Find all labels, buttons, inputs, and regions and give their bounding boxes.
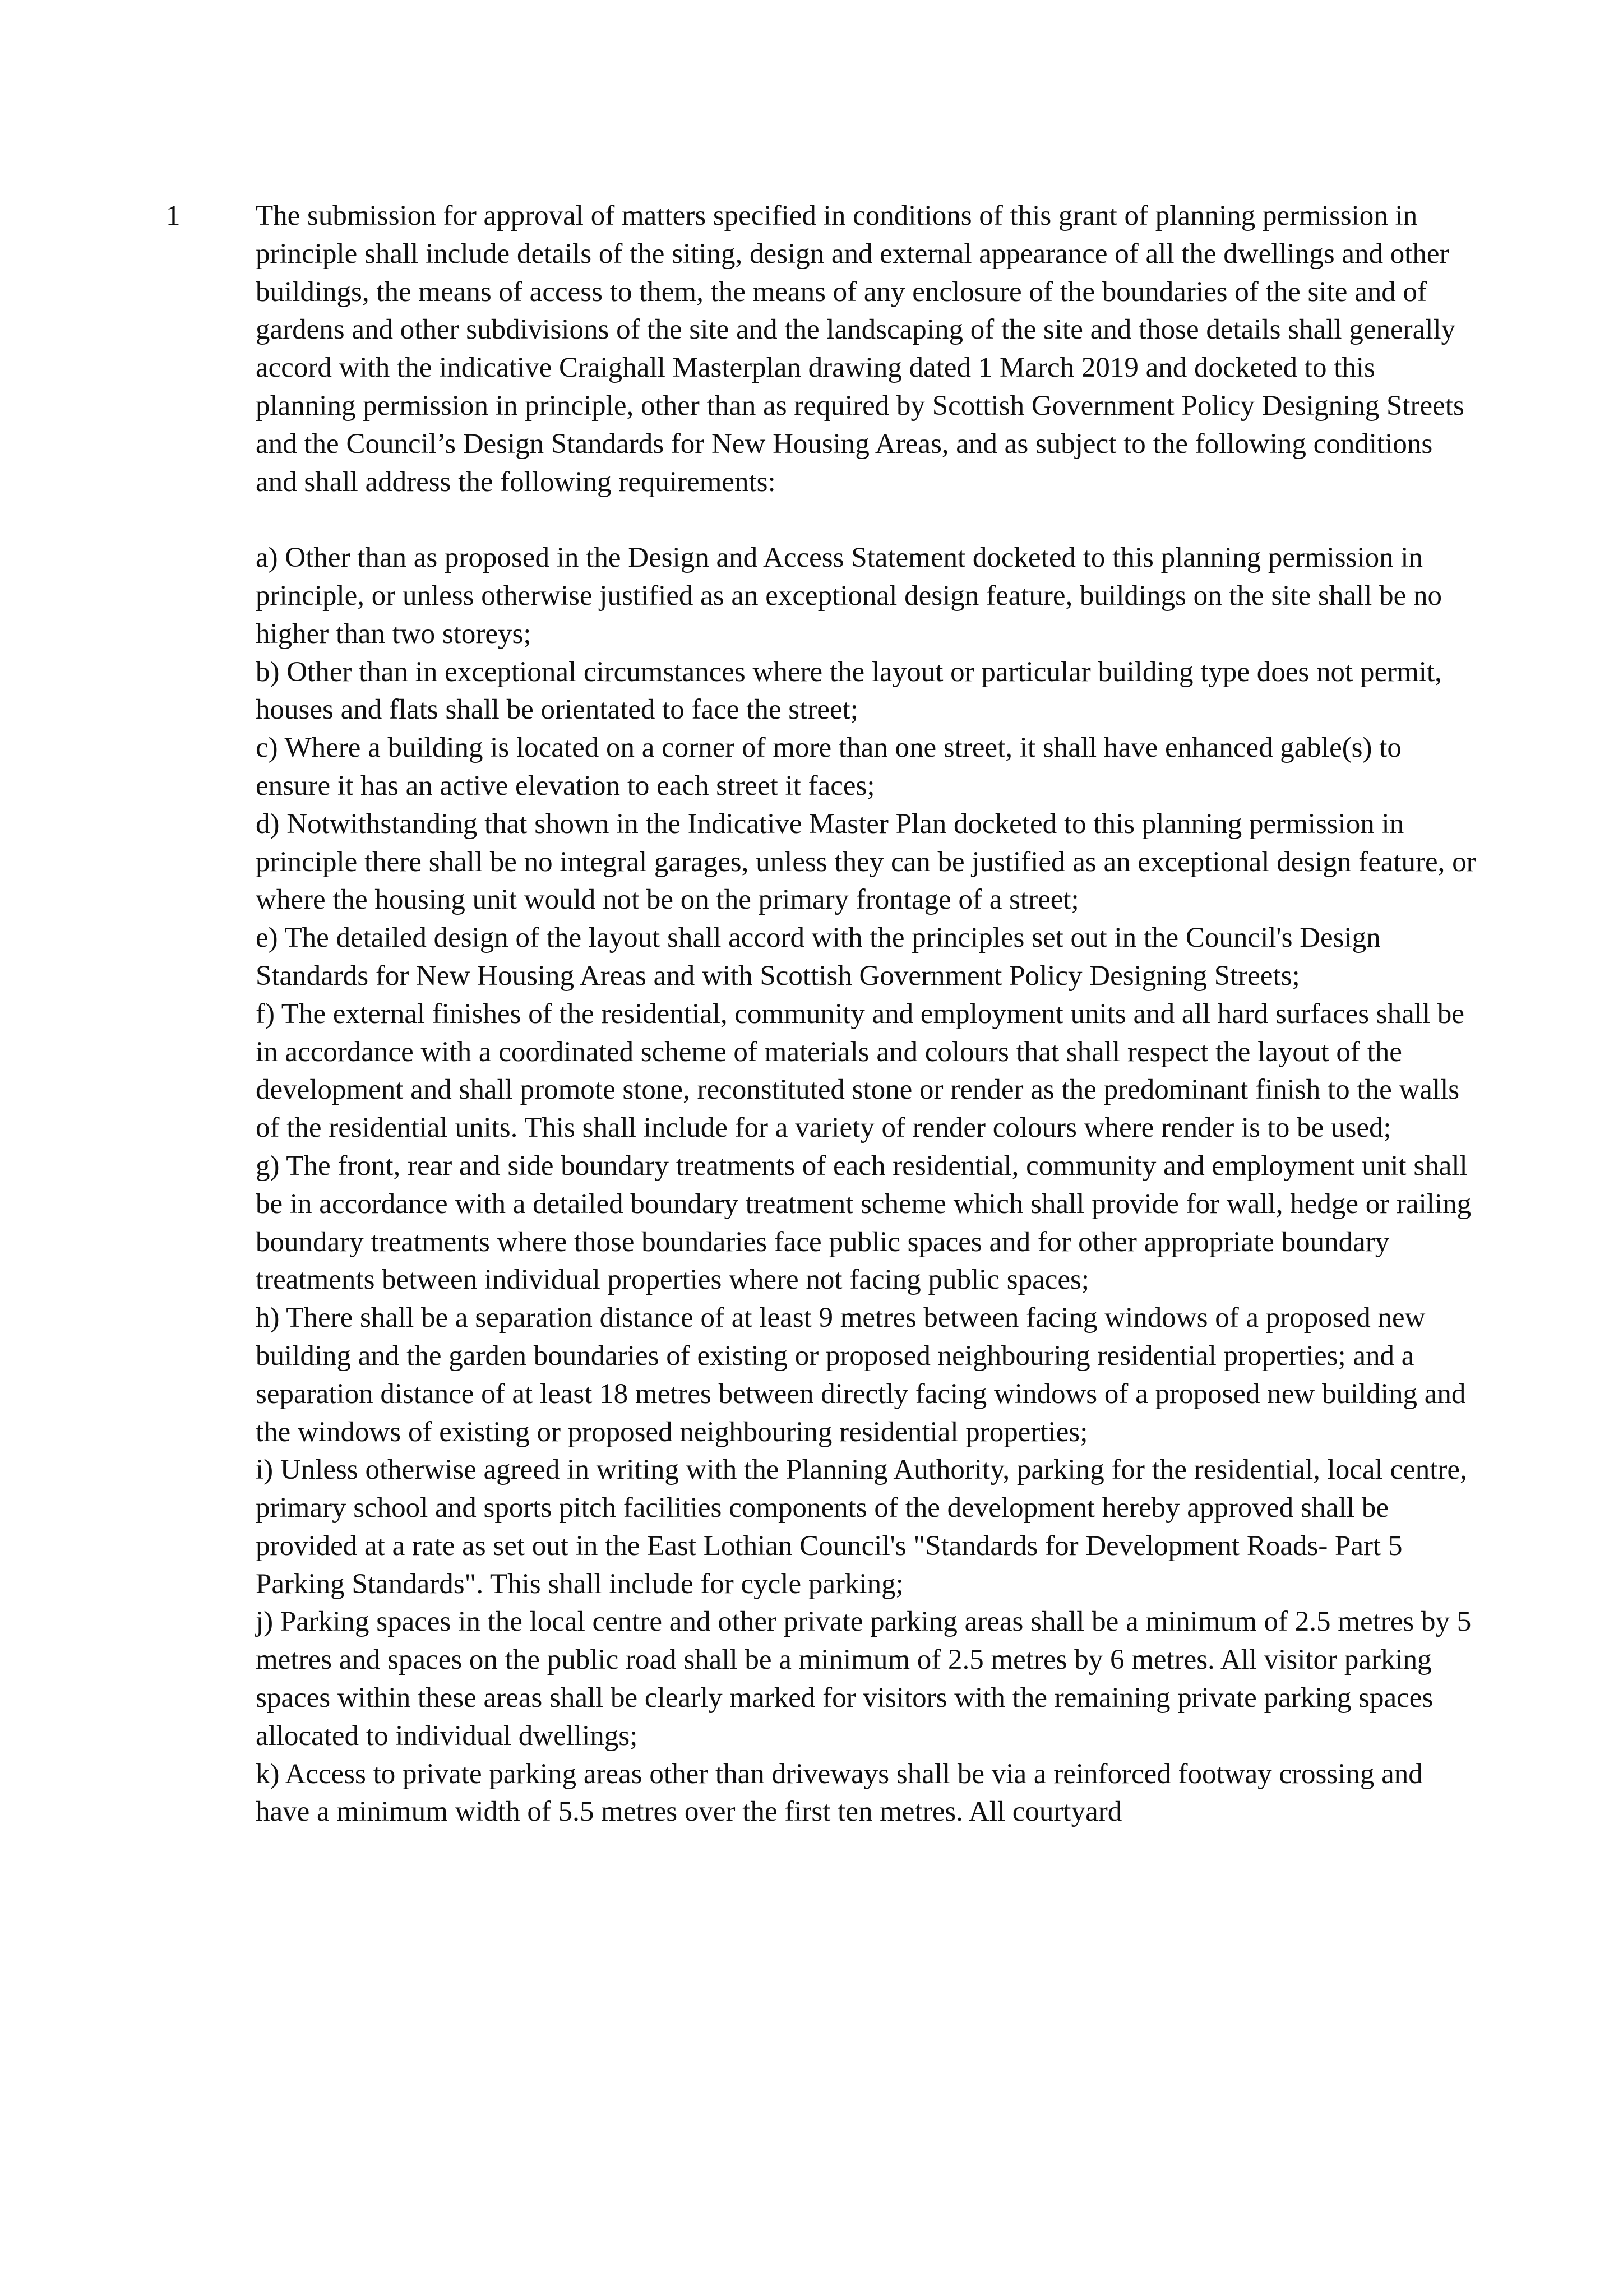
condition-intro-paragraph: The submission for approval of matters specified in conditions of this grant of planning permission in principle shall include details of the siting, design and external appearance of all the dwellings and other buildings, the means of access to them, the means of any enclosure of the boundaries of the site and of gardens and other subdivisions of the site and the landscaping of the site and those details shall generally accord with the indicative Craighall Masterplan drawing dated 1 March 2019 and docketed to this planning permission in principle, other than as required by Scottish Government Policy Designing Streets and the Council’s Design Standards for New Housing Areas, and as subject to the following conditions and shall address the following requirements: [256,200,1464,498]
condition-number: 1 [166,200,181,232]
requirement-a: a) Other than as proposed in the Design and Access Statement docketed to this planning permission in principle, or unless otherwise justified as an exceptional design feature, buildings on the site shall be no higher than two storeys; [256,542,1442,650]
condition-body [256,197,1478,1831]
requirement-d: d) Notwithstanding that shown in the Indicative Master Plan docketed to this planning permission in principle there shall be no integral garages, unless they can be justified as an exceptional design feature, or where the housing unit would not be on the primary frontage of a street; [256,808,1476,916]
requirements-list [256,539,1478,1831]
requirement-h: h) There shall be a separation distance of at least 9 metres between facing windows of a proposed new building and the garden boundaries of existing or proposed neighbouring residential properties; and a separation distance of at least 18 metres between directly facing windows of a proposed new building and the windows of existing or proposed neighbouring residential properties; [256,1302,1466,1448]
requirement-k: k) Access to private parking areas other than driveways shall be via a reinforced footway crossing and have a minimum width of 5.5 metres over the first ten metres. All courtyard [256,1758,1423,1828]
requirement-g: g) The front, rear and side boundary treatments of each residential, community and employment unit shall be in accordance with a detailed boundary treatment scheme which shall provide for wall, hedge or railing boundary treatments where those boundaries face public spaces and for other appropriate boundary treatments between individual properties where not facing public spaces; [256,1150,1472,1296]
requirement-c: c) Where a building is located on a corner of more than one street, it shall have enhanced gable(s) to ensure it has an active elevation to each street it faces; [256,732,1402,802]
requirement-j: j) Parking spaces in the local centre and other private parking areas shall be a minimum of 2.5 metres by 5 metres and spaces on the public road shall be a minimum of 2.5 metres by 6 metres. All visitor parking spaces within these areas shall be clearly marked for visitors with the remaining private parking spaces allocated to individual dwellings; [256,1606,1472,1752]
requirement-b: b) Other than in exceptional circumstances where the layout or particular building type does not permit, houses and flats shall be orientated to face the street; [256,656,1442,726]
requirement-i: i) Unless otherwise agreed in writing with the Planning Authority, parking for the residential, local centre, primary school and sports pitch facilities components of the development hereby approved shall be provided at a rate as set out in the East Lothian Council's "Standards for Development Roads- Part 5 Parking Standards". This shall include for cycle parking; [256,1454,1467,1600]
requirement-e: e) The detailed design of the layout shall accord with the principles set out in the Council's Design Standards for New Housing Areas and with Scottish Government Policy Designing Streets; [256,922,1381,992]
requirement-f: f) The external finishes of the residential, community and employment units and all hard surfaces shall be in accordance with a coordinated scheme of materials and colours that shall respect the layout of the development and shall promote stone, reconstituted stone or render as the predominant finish to the walls of the residential units. This shall include for a variety of render colours where render is to be used; [256,998,1465,1144]
